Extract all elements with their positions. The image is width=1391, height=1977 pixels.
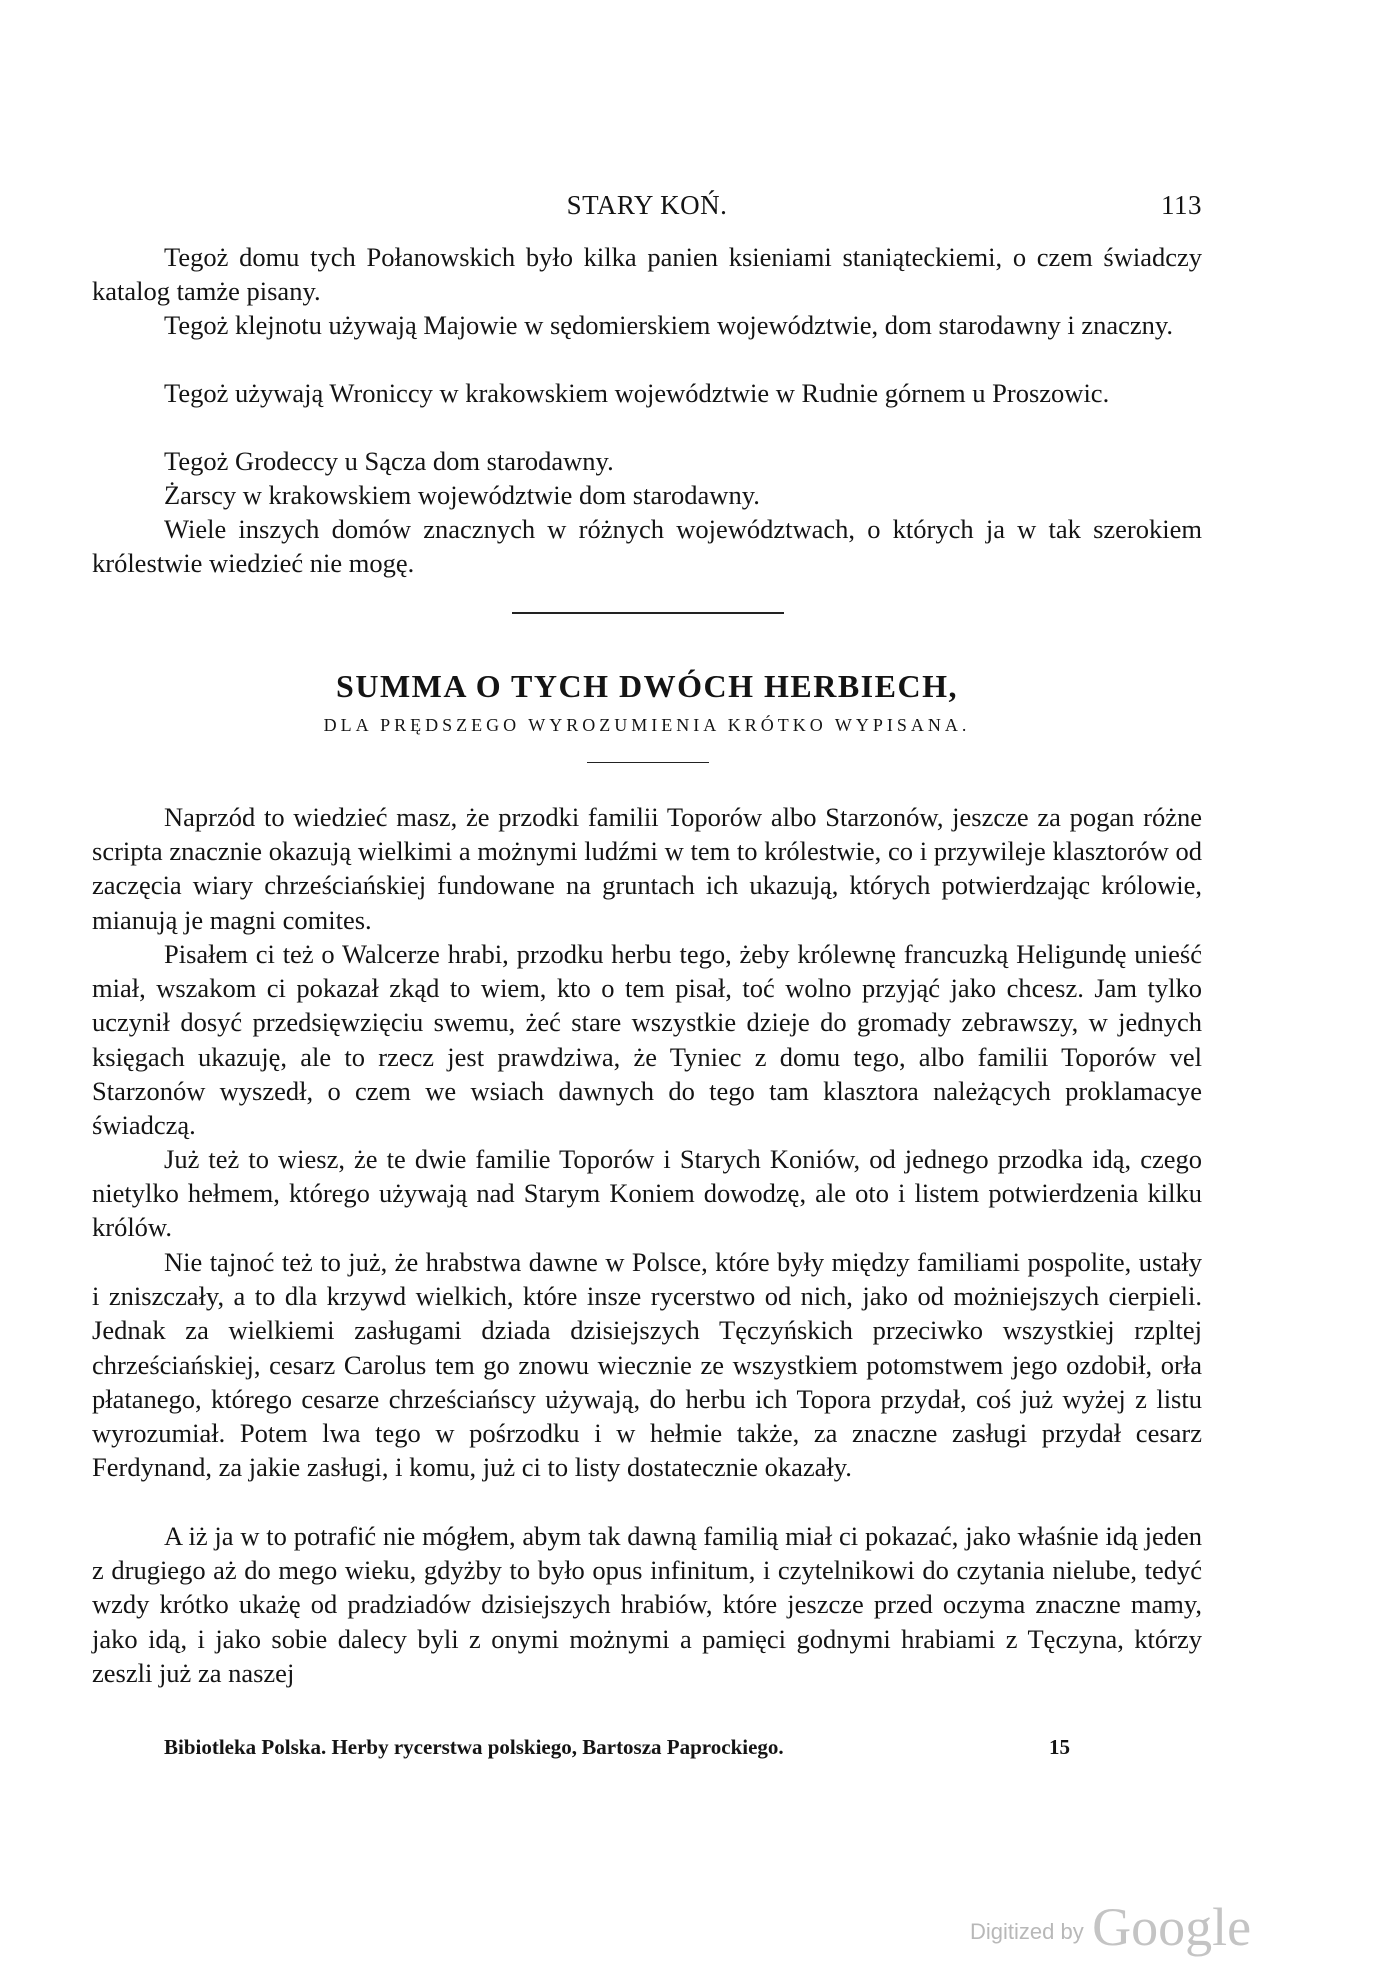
page-footer <box>164 1735 1070 1760</box>
running-title: STARY KOŃ. <box>566 190 728 220</box>
google-logo: Google <box>1092 1897 1252 1957</box>
paragraph-wroniccy: Tegoż używają Wroniccy w krakowskiem województwie w Rudnie górnem u Proszowic. <box>164 378 1110 408</box>
page-number: 113 <box>1161 190 1202 220</box>
section-divider-top <box>512 612 784 614</box>
section-subtitle: DLA PRĘDSZEGO WYROZUMIENIA KRÓTKO WYPISANA. <box>323 715 971 735</box>
paragraph-grodeccy: Tegoż Grodeccy u Sącza dom starodawny. <box>164 446 614 476</box>
footer-citation: Bibiotleka Polska. Herby rycerstwa polskiego, Bartosza Paprockiego. <box>164 1735 784 1759</box>
paragraph-juz-tez: Już też to wiesz, że te dwie familie Toporów i Starych Koniów, od jednego przodka idą, czego nietylko hełmem, którego używają nad Starym Koniem dowodzę, ale oto i listem potwierdzenia kilku królów. <box>92 1144 1202 1243</box>
paragraph-polanowscy: Tegoż domu tych Połanowskich było kilka panien ksieniami staniąteckiemi, o czem świadczy katalog tamże pisany. <box>92 242 1202 307</box>
paragraph-a-iz-ja: A iż ja w to potrafić nie mógłem, abym tak dawną familią miał ci pokazać, jako właśnie idą jeden z drugiego aż do mego wieku, gdyżby to było opus infinitum, i czytelnikowi do czytania nielube, tedyć wzdy krótko ukażę od pradziadów dzisiejszych hrabiów, które jeszcze przed oczyma znaczne mamy, jako idą, i jako sobie dalecy byli z onymi możnymi a pamięci godnymi hrabiami z Tęczyna, którzy zeszli już za naszej <box>92 1521 1202 1688</box>
google-digitized-watermark <box>970 1896 1251 1958</box>
paragraph-nie-tajnoc: Nie tajnoć też to już, że hrabstwa dawne w Polsce, które były między familiami pospolite, ustały i zniszczały, a to dla krzywd wielkich, które insze rycerstwo od nich, jako od możniejszych cierpieli. Jednak za wielkiemi zasługami dziada dzisiejszych Tęczyńskich przeciwko wszystkiej rzpltej chrześciańskiej, cesarz Carolus tem go znowu wiecznie ze wszystkiem potomstwem jego ozdobił, orła płatanego, którego cesarze chrześciańscy używają, do herbu ich Topora przydał, coś już wyżej z listu wyrozumiał. Potem lwa tego w pośrzodku i w hełmie także, za znaczne zasługi przydał cesarz Ferdynand, za jakie zasługi, i komu, już ci to listy dostatecznie okazały. <box>92 1247 1202 1483</box>
book-page <box>92 0 1202 1977</box>
section-divider-bottom <box>587 762 709 763</box>
section-title: SUMMA O TYCH DWÓCH HERBIECH, <box>336 668 958 704</box>
paragraph-majowie: Tegoż klejnotu używają Majowie w sędomierskiem województwie, dom starodawny i znaczny. <box>164 310 1174 340</box>
paragraph-naprzod: Naprzód to wiedzieć masz, że przodki familii Toporów albo Starzonów, jeszcze za pogan różne scripta znacznie okazują wielkimi a możnymi ludźmi w tem to królestwie, co i przywileje klasztorów od zaczęcia wiary chrześciańskiej fundowane na gruntach ich ukazują, których potwierdzając królowie, mianują je magni comites. <box>92 802 1202 935</box>
paragraph-zarscy: Żarscy w krakowskiem województwie dom starodawny. <box>164 480 760 510</box>
digitized-by-label: Digitized by <box>970 1919 1084 1944</box>
paragraph-pisalem: Pisałem ci też o Walcerze hrabi, przodku herbu tego, żeby królewnę francuzką Heligundę unieść miał, wszakom ci pokazał zkąd to wiem, kto o tem pisał, toć wolno przyjąć jako chcesz. Jam tylko uczynił dosyć przedsięwzięciu swemu, żeć stare wszystkie dzieje do gromady zebrawszy, w jednych księgach ukazuję, ale to rzecz jest prawdziwa, że Tyniec z domu tego, albo familii Toporów vel Starzonów wyszedł, o czem we wsiach dawnych do tego tam klasztora należących proklamacye świadczą. <box>92 939 1202 1141</box>
paragraph-wiele-inszych: Wiele inszych domów znacznych w różnych województwach, o których ja w tak szerokiem królestwie wiedzieć nie mogę. <box>92 514 1202 579</box>
running-header <box>92 190 1202 230</box>
signature-number: 15 <box>1049 1735 1070 1759</box>
